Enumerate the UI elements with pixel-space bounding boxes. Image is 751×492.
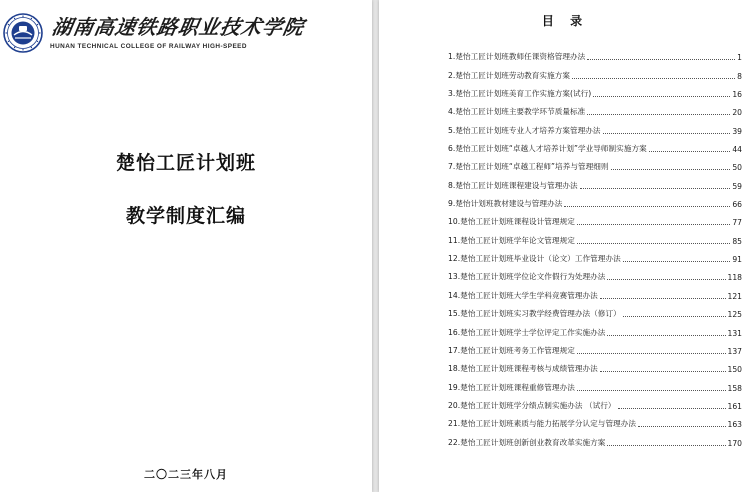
- toc-entry-label[interactable]: 20.楚怡工匠计划班学分绩点制实施办法 （试行）: [448, 400, 616, 410]
- toc-entry-label[interactable]: 4.楚怡工匠计划班主要教学环节质量标准: [448, 107, 586, 117]
- cover-date: 二〇二三年八月: [144, 468, 228, 481]
- school-name-english: HUNAN TECHNICAL COLLEGE OF RAILWAY HIGH-SPEED: [50, 43, 247, 50]
- toc-dot-leader: [577, 390, 726, 391]
- toc-dot-leader: [607, 445, 725, 446]
- toc-entry-label[interactable]: 12.楚怡工匠计划班毕业设计（论文）工作管理办法: [448, 254, 621, 264]
- toc-entry[interactable]: [448, 411, 742, 429]
- toc-entry[interactable]: [448, 374, 742, 392]
- toc-entry[interactable]: [448, 117, 742, 135]
- school-name-calligraphy: 湖南高速铁路职业技术学院: [50, 15, 307, 39]
- toc-entry[interactable]: [448, 62, 742, 80]
- toc-entry-label[interactable]: 17.楚怡工匠计划班考务工作管理规定: [448, 345, 575, 355]
- toc-dot-leader: [577, 243, 730, 244]
- toc-entry-page-number[interactable]: 50: [732, 163, 742, 173]
- toc-entry-page-number[interactable]: 59: [732, 181, 742, 191]
- toc-dot-leader: [600, 298, 726, 299]
- toc-entry-label[interactable]: 8.楚怡工匠计划班课程建设与管理办法: [448, 180, 578, 190]
- cover-page: [0, 0, 372, 492]
- toc-dot-leader: [618, 408, 726, 409]
- toc-entry-label[interactable]: 6.楚怡工匠计划班“卓越人才培养计划”学业导师制实施方案: [448, 144, 647, 154]
- toc-dot-leader: [607, 335, 725, 336]
- toc-entry[interactable]: [448, 172, 742, 190]
- toc-entry-page-number[interactable]: 66: [732, 200, 742, 210]
- toc-dot-leader: [649, 151, 731, 152]
- toc-entry-page-number[interactable]: 121: [727, 291, 742, 301]
- toc-entry-label[interactable]: 13.楚怡工匠计划班学位论文作假行为处理办法: [448, 272, 606, 282]
- toc-dot-leader: [580, 188, 731, 189]
- toc-entry[interactable]: [448, 81, 742, 99]
- toc-entry-label[interactable]: 21.楚怡工匠计划班素质与能力拓展学分认定与管理办法: [448, 419, 637, 429]
- toc-entry[interactable]: [448, 356, 742, 374]
- toc-dot-leader: [600, 371, 726, 372]
- toc-entry-label[interactable]: 3.楚怡工匠计划班美育工作实施方案(试行): [448, 89, 592, 99]
- toc-entry[interactable]: [448, 99, 742, 117]
- cover-title-line2: 教学制度汇编: [125, 205, 246, 227]
- toc-entry[interactable]: [448, 429, 742, 447]
- toc-entry[interactable]: [448, 154, 742, 172]
- toc-entry-label[interactable]: 19.楚怡工匠计划班课程重修管理办法: [448, 382, 575, 392]
- toc-entry[interactable]: [448, 338, 742, 356]
- toc-list: [448, 44, 742, 448]
- school-header: [3, 13, 307, 53]
- toc-entry-label[interactable]: 14.楚怡工匠计划班大学生学科竞赛管理办法: [448, 290, 598, 300]
- toc-entry-page-number[interactable]: 118: [727, 273, 742, 283]
- toc-entry-page-number[interactable]: 158: [727, 383, 742, 393]
- toc-entry-page-number[interactable]: 161: [727, 401, 742, 411]
- toc-entry-page-number[interactable]: 20: [732, 108, 742, 118]
- toc-entry[interactable]: [448, 136, 742, 154]
- toc-dot-leader: [623, 261, 731, 262]
- toc-entry-label[interactable]: 7.楚怡工匠计划班“卓越工程师”培养与管理细则: [448, 162, 609, 172]
- toc-dot-leader: [638, 426, 725, 427]
- toc-entry-page-number[interactable]: 39: [732, 126, 742, 136]
- toc-entry-label[interactable]: 22.楚怡工匠计划班创新创业教育改革实施方案: [448, 437, 606, 447]
- toc-entry-page-number[interactable]: 8: [737, 71, 742, 81]
- toc-entry-label[interactable]: 9.楚怡计划班教材建设与管理办法: [448, 199, 563, 209]
- toc-entry-page-number[interactable]: 170: [727, 438, 742, 448]
- toc-entry-page-number[interactable]: 16: [732, 90, 742, 100]
- toc-entry[interactable]: [448, 319, 742, 337]
- toc-dot-leader: [587, 114, 730, 115]
- toc-dot-leader: [577, 224, 730, 225]
- cover-title-line1: 楚怡工匠计划班: [115, 152, 256, 174]
- toc-entry-label[interactable]: 10.楚怡工匠计划班课程设计管理规定: [448, 217, 575, 227]
- toc-entry-page-number[interactable]: 91: [732, 255, 742, 265]
- toc-entry-label[interactable]: 15.楚怡工匠计划班实习教学经费管理办法（修订）: [448, 309, 621, 319]
- toc-entry[interactable]: [448, 282, 742, 300]
- toc-entry-page-number[interactable]: 77: [732, 218, 742, 228]
- toc-dot-leader: [577, 353, 726, 354]
- toc-dot-leader: [572, 78, 735, 79]
- toc-entry[interactable]: [448, 44, 742, 62]
- toc-entry-page-number[interactable]: 85: [732, 236, 742, 246]
- toc-dot-leader: [593, 96, 730, 97]
- toc-entry-label[interactable]: 16.楚怡工匠计划班学士学位评定工作实施办法: [448, 327, 606, 337]
- toc-dot-leader: [603, 133, 731, 134]
- toc-entry-page-number[interactable]: 125: [727, 310, 742, 320]
- toc-entry-label[interactable]: 1.楚怡工匠计划班教师任课资格管理办法: [448, 52, 586, 62]
- toc-entry-label[interactable]: 18.楚怡工匠计划班课程考核与成绩管理办法: [448, 364, 598, 374]
- toc-entry-label[interactable]: 5.楚怡工匠计划班专业人才培养方案管理办法: [448, 125, 601, 135]
- toc-entry-label[interactable]: 11.楚怡工匠计划班学年论文管理规定: [448, 235, 575, 245]
- toc-entry-label[interactable]: 2.楚怡工匠计划班劳动教育实施方案: [448, 70, 570, 80]
- toc-entry[interactable]: [448, 264, 742, 282]
- toc-page: [379, 0, 751, 492]
- toc-entry[interactable]: [448, 301, 742, 319]
- toc-entry[interactable]: [448, 209, 742, 227]
- toc-entry-page-number[interactable]: 163: [727, 420, 742, 430]
- toc-dot-leader: [607, 279, 725, 280]
- toc-dot-leader: [564, 206, 730, 207]
- toc-entry[interactable]: [448, 191, 742, 209]
- toc-dot-leader: [623, 316, 726, 317]
- toc-entry[interactable]: [448, 393, 742, 411]
- toc-entry-page-number[interactable]: 44: [732, 145, 742, 155]
- toc-entry[interactable]: [448, 227, 742, 245]
- toc-heading: 目 录: [541, 14, 589, 28]
- toc-entry[interactable]: [448, 246, 742, 264]
- toc-entry-page-number[interactable]: 150: [727, 365, 742, 375]
- toc-entry-page-number[interactable]: 137: [727, 346, 742, 356]
- school-emblem-icon: [3, 13, 43, 53]
- toc-entry-page-number[interactable]: 131: [727, 328, 742, 338]
- toc-dot-leader: [611, 169, 731, 170]
- toc-entry-page-number[interactable]: 1: [737, 53, 742, 63]
- toc-dot-leader: [587, 59, 735, 60]
